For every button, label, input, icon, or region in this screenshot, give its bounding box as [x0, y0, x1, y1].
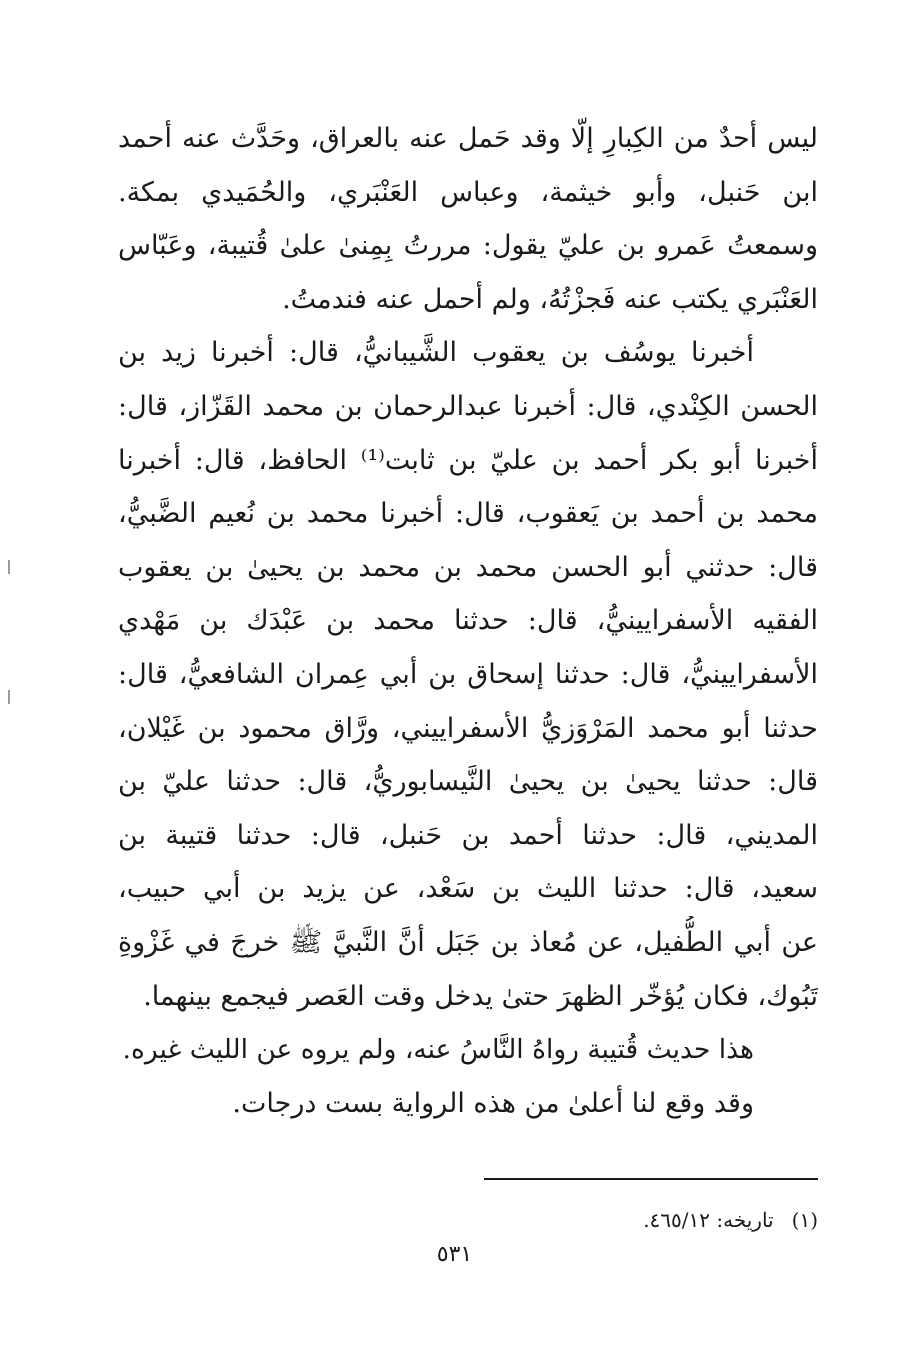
text-line: هذا حديث قُتيبة رواهُ النَّاسُ عنه، ولم يروه عن الليث غيره.	[122, 1034, 754, 1066]
scan-edge-mark	[8, 690, 10, 704]
text-line: أخبرنا أبو بكر أحمد بن عليّ بن ثابت⁽¹⁾ الحافظ، قال: أخبرنا	[118, 444, 818, 476]
text-line: محمد بن أحمد بن يَعقوب، قال: أخبرنا محمد بن نُعيم الضَّبيُّ،	[118, 498, 818, 530]
text-line: قال: حدثني أبو الحسن محمد بن محمد بن يحيىٰ بن يعقوب	[118, 551, 818, 583]
footnote	[643, 1205, 818, 1235]
text-line: الفقيه الأسفرايينيُّ، قال: حدثنا محمد بن عَبْدَك بن مَهْدي	[118, 605, 818, 637]
text-line: الأسفرايينيُّ، قال: حدثنا إسحاق بن أبي عِمران الشافعيُّ، قال:	[118, 658, 818, 690]
text-line: عن أبي الطُّفيل، عن مُعاذ بن جَبَل أنَّ النَّبيَّ ﷺ خرجَ في غَزْوةِ	[118, 926, 818, 958]
text-line: الحسن الكِنْدي، قال: أخبرنا عبدالرحمان بن محمد القَزّاز، قال:	[118, 390, 818, 422]
text-line: سعيد، قال: حدثنا الليث بن سَعْد، عن يزيد بن أبي حبيب،	[118, 873, 818, 905]
text-line: العَنْبَري يكتب عنه فَجزْتُهُ، ولم أحمل عنه فندمتُ.	[282, 283, 818, 315]
footnote-marker: (١)	[791, 1208, 818, 1232]
text-line: ابن حَنبل، وأبو خيثمة، وعباس العَنْبَري، والحُمَيدي بمكة.	[118, 176, 818, 208]
main-text	[118, 112, 818, 1130]
scan-edge-mark	[8, 560, 10, 574]
text-line: قال: حدثنا يحيىٰ بن يحيىٰ النَّيسابوريُّ، قال: حدثنا عليّ بن	[118, 766, 818, 798]
text-line: المديني، قال: حدثنا أحمد بن حَنبل، قال: حدثنا قتيبة بن	[118, 819, 818, 851]
footnote-divider	[484, 1178, 818, 1180]
text-line: وسمعتُ عَمرو بن عليّ يقول: مررتُ بِمِنىٰ علىٰ قُتيبة، وعَبّاس	[118, 230, 818, 262]
text-line: تَبُوك، فكان يُؤخّر الظهرَ حتىٰ يدخل وقت العَصر فيجمع بينهما.	[143, 980, 818, 1012]
page-number: ٥٣١	[436, 1242, 473, 1267]
footnote-text: تاريخه: ٤٦٥/١٢.	[643, 1208, 774, 1232]
text-line: أخبرنا يوسُف بن يعقوب الشَّيبانيُّ، قال: أخبرنا زيد بن	[118, 337, 754, 369]
text-line: حدثنا أبو محمد المَرْوَزيُّ الأسفراييني، ورَّاق محمود بن غَيْلان،	[118, 712, 818, 744]
text-line: وقد وقع لنا أعلىٰ من هذه الرواية بست درجات.	[232, 1087, 754, 1119]
text-line: ليس أحدٌ من الكِبارِ إلّا وقد حَمل عنه بالعراق، وحَدَّث عنه أحمد	[118, 123, 818, 154]
